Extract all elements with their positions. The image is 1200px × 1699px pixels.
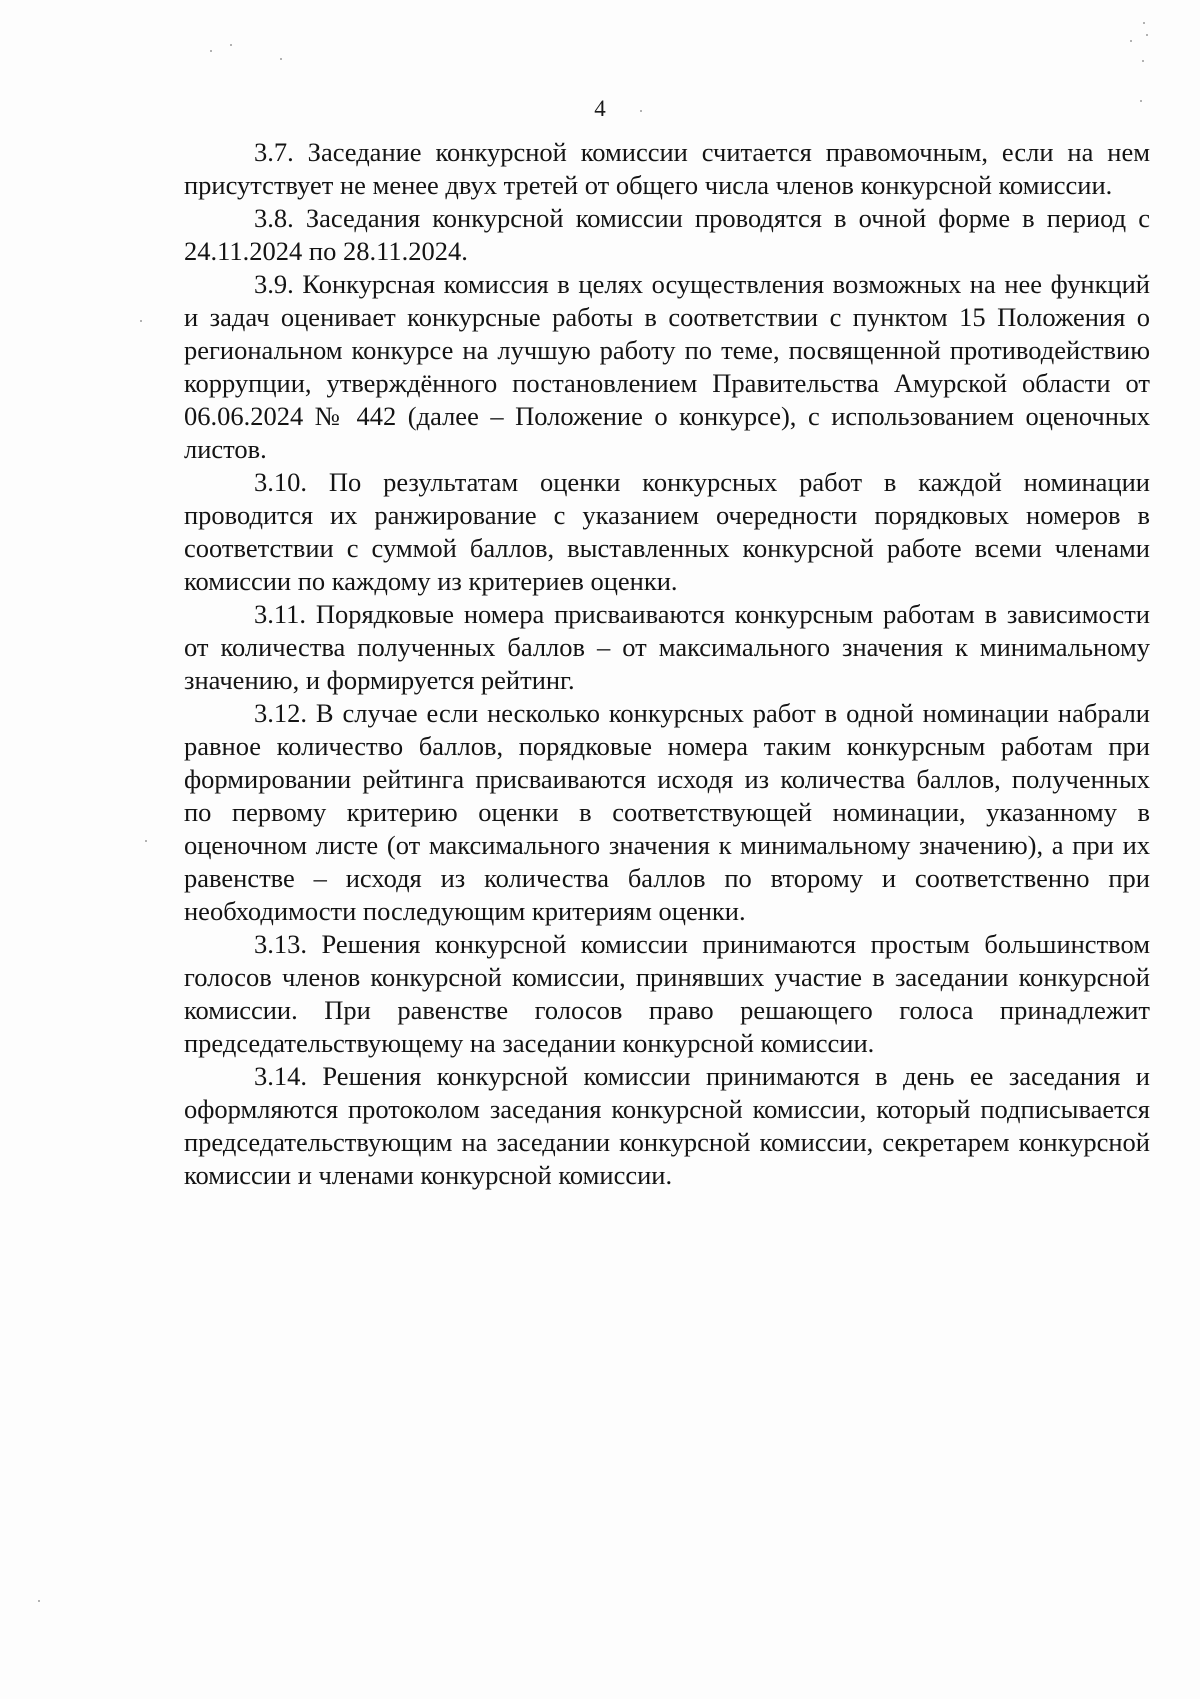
- document-body: [184, 136, 1150, 1192]
- paragraph-3-12: 3.12. В случае если несколько конкурсных работ в одной номинации набрали равное количество баллов, порядковые номера таким конкурсным работам при формировании рейтинга присваиваются исходя из количества баллов, полученных по первому критерию оценки в соответствующей номинации, указанному в оценочном листе (от максимального значения к минимальному значению), а при их равенстве – исходя из количества баллов по второму и соответственно при необходимости последующим критериям оценки.: [184, 698, 1150, 926]
- paragraph-3-14: 3.14. Решения конкурсной комиссии принимаются в день ее заседания и оформляются протоколом заседания конкурсной комиссии, который подписывается председательствующим на заседании конкурсной комиссии, секретарем конкурсной комиссии и членами конкурсной комиссии.: [184, 1061, 1150, 1190]
- scan-speck: [140, 320, 142, 322]
- page-number: 4: [594, 96, 606, 121]
- paragraph-3-7: 3.7. Заседание конкурсной комиссии считается правомочным, если на нем присутствует не менее двух третей от общего числа членов конкурсной комиссии.: [184, 137, 1150, 200]
- scan-speck: [230, 44, 232, 46]
- scan-speck: [145, 840, 147, 842]
- scan-speck: [1146, 34, 1148, 36]
- paragraph-3-8: 3.8. Заседания конкурсной комиссии проводятся в очной форме в период с 24.11.2024 по 28.11.2024.: [184, 203, 1150, 266]
- paragraph-3-11: 3.11. Порядковые номера присваиваются конкурсным работам в зависимости от количества полученных баллов – от максимального значения к минимальному значению, и формируется рейтинг.: [184, 599, 1150, 695]
- scan-speck: [1142, 60, 1144, 62]
- scan-speck: [1130, 40, 1132, 42]
- scan-speck: [210, 50, 212, 52]
- paragraph-3-13: 3.13. Решения конкурсной комиссии принимаются простым большинством голосов членов конкурсной комиссии, принявших участие в заседании конкурсной комиссии. При равенстве голосов право решающего голоса принадлежит председательствующему на заседании конкурсной комиссии.: [184, 929, 1150, 1058]
- scan-speck: [1143, 22, 1145, 24]
- scan-speck: [280, 58, 282, 60]
- scan-speck: [38, 1600, 40, 1602]
- paragraph-3-9: 3.9. Конкурсная комиссия в целях осуществления возможных на нее функций и задач оценивает конкурсные работы в соответствии с пунктом 15 Положения о региональном конкурсе на лучшую работу по теме, посвященной противодействию коррупции, утверждённого постановлением Правительства Амурской области от 06.06.2024 № 442 (далее – Положение о конкурсе), с использованием оценочных листов.: [184, 269, 1150, 464]
- paragraph-3-10: 3.10. По результатам оценки конкурсных работ в каждой номинации проводится их ранжирование с указанием очередности порядковых номеров в соответствии с суммой баллов, выставленных конкурсной работе всеми членами комиссии по каждому из критериев оценки.: [184, 467, 1150, 596]
